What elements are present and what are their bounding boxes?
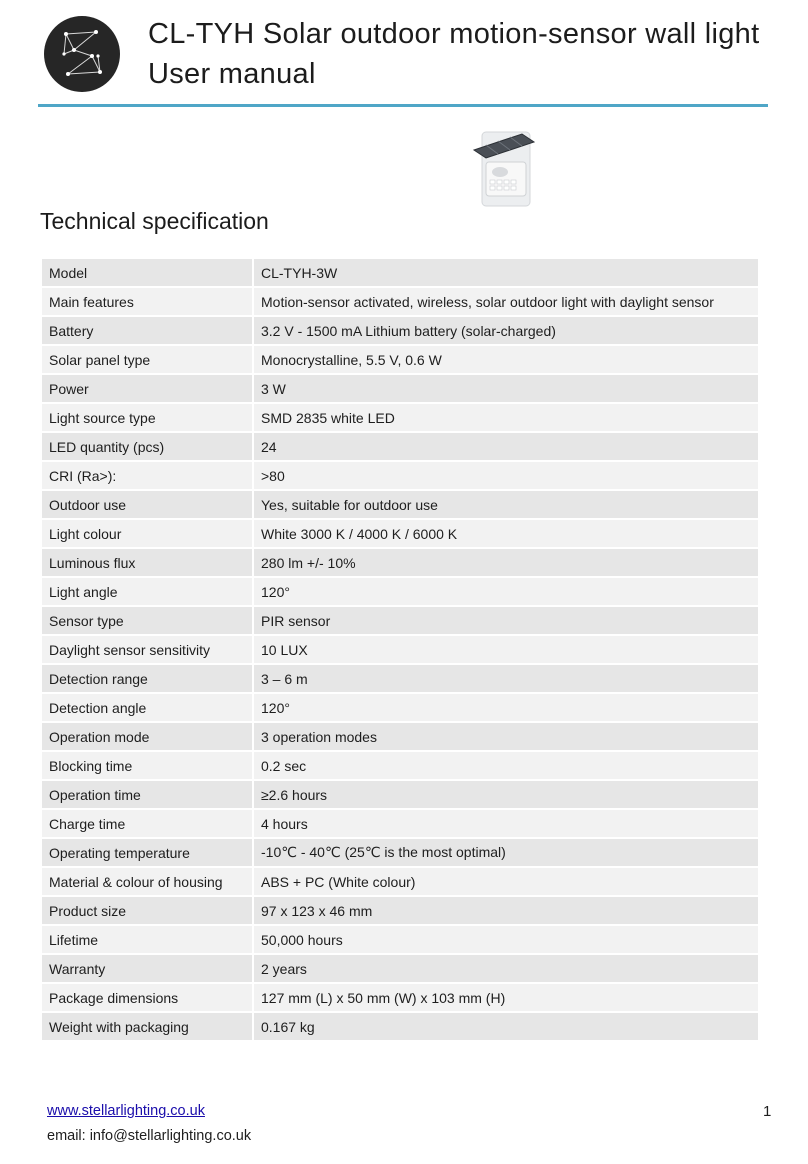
spec-row — [41, 287, 759, 316]
spec-row — [41, 867, 759, 896]
spec-value: 280 lm +/- 10% — [253, 548, 759, 577]
spec-value: Monocrystalline, 5.5 V, 0.6 W — [253, 345, 759, 374]
spec-label: Product size — [41, 896, 253, 925]
spec-value: PIR sensor — [253, 606, 759, 635]
spec-row — [41, 258, 759, 287]
spec-label: Detection range — [41, 664, 253, 693]
spec-label: Battery — [41, 316, 253, 345]
spec-label: LED quantity (pcs) — [41, 432, 253, 461]
spec-value: CL-TYH-3W — [253, 258, 759, 287]
spec-row — [41, 345, 759, 374]
spec-value: -10℃ - 40℃ (25℃ is the most optimal) — [253, 838, 759, 867]
spec-label: Package dimensions — [41, 983, 253, 1012]
spec-label: Main features — [41, 287, 253, 316]
spec-value: SMD 2835 white LED — [253, 403, 759, 432]
spec-label: Weight with packaging — [41, 1012, 253, 1041]
spec-value: 0.2 sec — [253, 751, 759, 780]
spec-label: Model — [41, 258, 253, 287]
spec-row — [41, 722, 759, 751]
title-line-2: User manual — [148, 58, 316, 90]
spec-value: 10 LUX — [253, 635, 759, 664]
spec-label: CRI (Ra>): — [41, 461, 253, 490]
spec-value: 4 hours — [253, 809, 759, 838]
spec-value: Motion-sensor activated, wireless, solar outdoor light with daylight sensor — [253, 287, 759, 316]
spec-label: Lifetime — [41, 925, 253, 954]
spec-value: 97 x 123 x 46 mm — [253, 896, 759, 925]
spec-value: ABS + PC (White colour) — [253, 867, 759, 896]
solar-wall-light-product-image — [464, 128, 542, 210]
spec-value: 127 mm (L) x 50 mm (W) x 103 mm (H) — [253, 983, 759, 1012]
spec-label: Outdoor use — [41, 490, 253, 519]
spec-label: Luminous flux — [41, 548, 253, 577]
spec-row — [41, 780, 759, 809]
spec-value: >80 — [253, 461, 759, 490]
spec-label: Light angle — [41, 577, 253, 606]
spec-row — [41, 461, 759, 490]
spec-row — [41, 1012, 759, 1041]
spec-row — [41, 577, 759, 606]
spec-row — [41, 403, 759, 432]
spec-value: 3 operation modes — [253, 722, 759, 751]
spec-label: Light colour — [41, 519, 253, 548]
spec-label: Detection angle — [41, 693, 253, 722]
spec-value: 2 years — [253, 954, 759, 983]
spec-row — [41, 838, 759, 867]
spec-value: 3 W — [253, 374, 759, 403]
section-title: Technical specification — [40, 208, 269, 234]
spec-row — [41, 432, 759, 461]
spec-label: Warranty — [41, 954, 253, 983]
spec-row — [41, 316, 759, 345]
spec-row — [41, 896, 759, 925]
spec-label: Operation mode — [41, 722, 253, 751]
spec-value: Yes, suitable for outdoor use — [253, 490, 759, 519]
spec-label: Material & colour of housing — [41, 867, 253, 896]
spec-value: 24 — [253, 432, 759, 461]
spec-row — [41, 606, 759, 635]
spec-value: 0.167 kg — [253, 1012, 759, 1041]
website-link[interactable]: www.stellarlighting.co.uk — [47, 1103, 205, 1119]
spec-value: 50,000 hours — [253, 925, 759, 954]
title-line-1: CL-TYH Solar outdoor motion-sensor wall light — [148, 18, 760, 50]
spec-value: 3 – 6 m — [253, 664, 759, 693]
spec-row — [41, 374, 759, 403]
spec-row — [41, 490, 759, 519]
page-number: 1 — [763, 1103, 772, 1120]
technical-spec-table — [40, 257, 760, 1042]
spec-label: Blocking time — [41, 751, 253, 780]
spec-row — [41, 548, 759, 577]
spec-label: Light source type — [41, 403, 253, 432]
spec-row — [41, 809, 759, 838]
spec-value: ≥2.6 hours — [253, 780, 759, 809]
spec-row — [41, 635, 759, 664]
spec-label: Operation time — [41, 780, 253, 809]
spec-row — [41, 693, 759, 722]
contact-email: email: info@stellarlighting.co.uk — [47, 1128, 252, 1144]
spec-label: Solar panel type — [41, 345, 253, 374]
spec-row — [41, 983, 759, 1012]
spec-value: 3.2 V - 1500 mA Lithium battery (solar-charged) — [253, 316, 759, 345]
spec-label: Daylight sensor sensitivity — [41, 635, 253, 664]
spec-value: 120° — [253, 577, 759, 606]
spec-row — [41, 664, 759, 693]
spec-label: Sensor type — [41, 606, 253, 635]
title-divider — [38, 104, 768, 107]
spec-value: 120° — [253, 693, 759, 722]
spec-row — [41, 925, 759, 954]
spec-row — [41, 751, 759, 780]
spec-label: Operating temperature — [41, 838, 253, 867]
spec-label: Power — [41, 374, 253, 403]
spec-row — [41, 519, 759, 548]
spec-row — [41, 954, 759, 983]
document-title — [148, 14, 759, 94]
s-constellation-logo-icon — [44, 16, 120, 92]
spec-value: White 3000 K / 4000 K / 6000 K — [253, 519, 759, 548]
spec-label: Charge time — [41, 809, 253, 838]
